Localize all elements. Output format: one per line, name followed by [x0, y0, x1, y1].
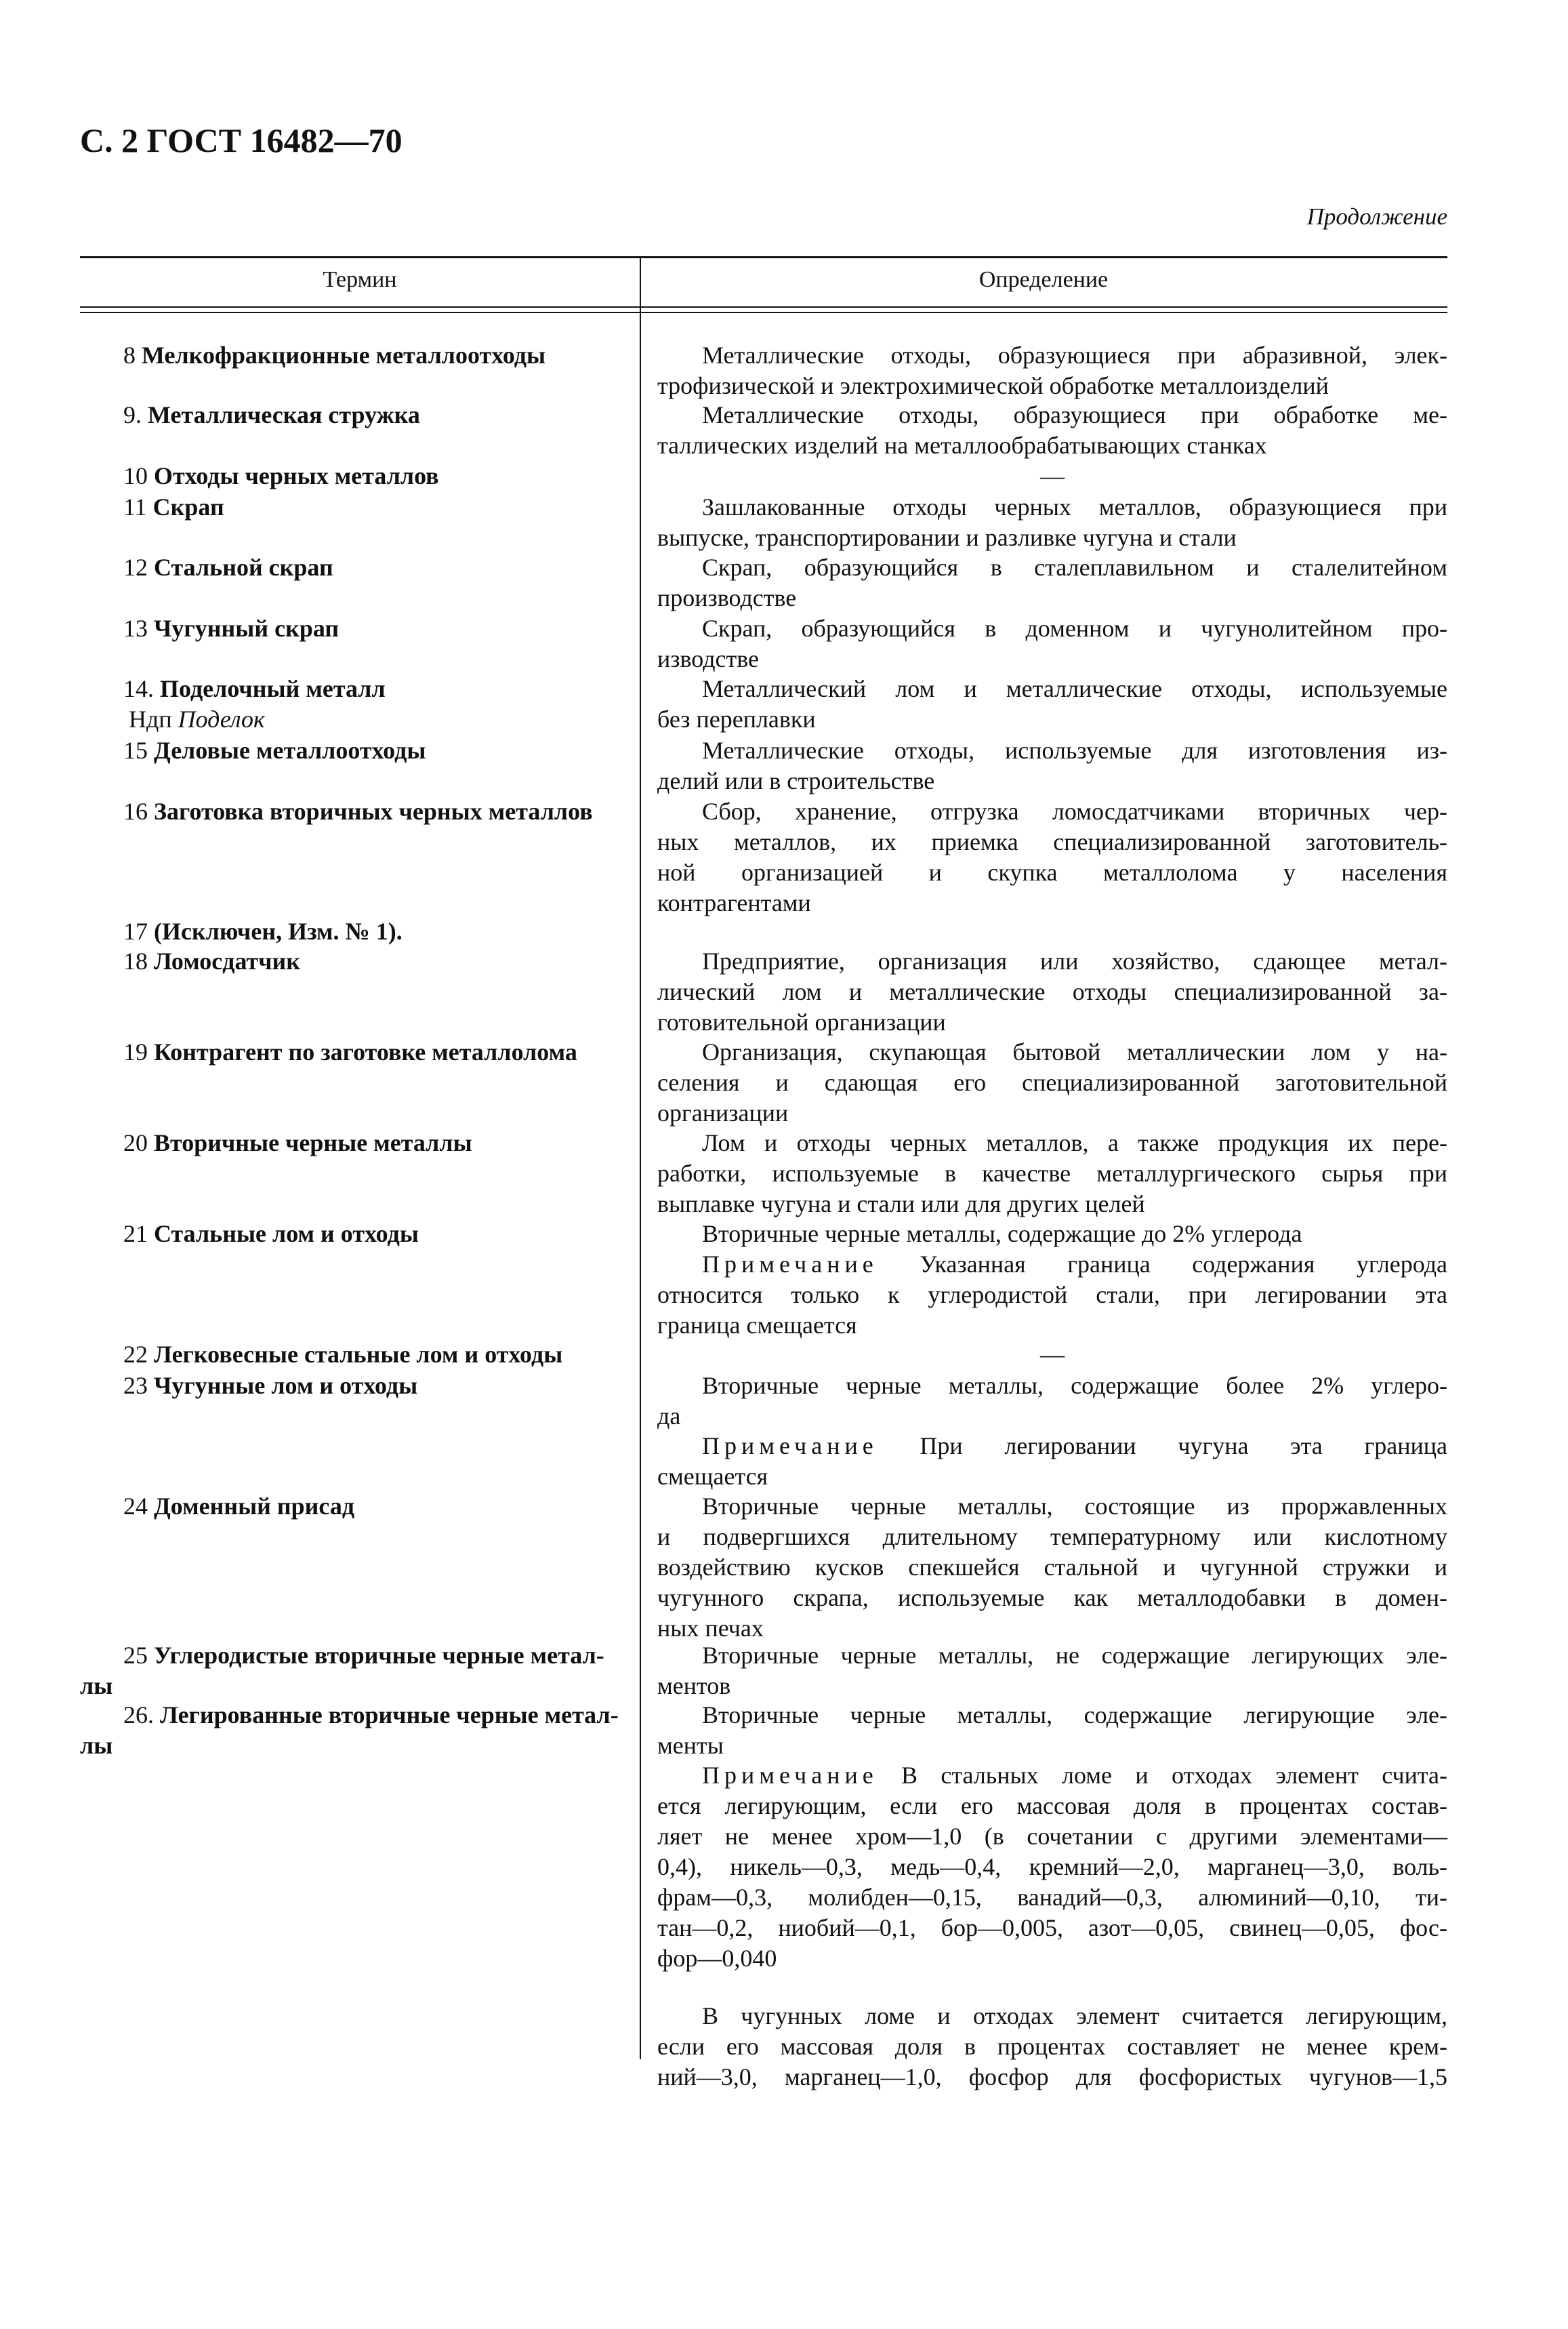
term-name: лы — [80, 1732, 113, 1759]
definition-cell — [657, 1700, 1447, 1761]
term-cell — [80, 946, 640, 977]
term-name: лы — [80, 1672, 113, 1699]
note-first-line — [657, 1249, 1447, 1280]
definition-line: менты — [657, 1732, 724, 1759]
definition-cell — [657, 340, 1447, 401]
definition-line: Вторичные черные металлы, содержащие легирующие эле- — [702, 1701, 1447, 1728]
definition-cell — [657, 1128, 1447, 1219]
note-line: ляет не менее хром—1,0 (в сочетании с другими элементами— — [657, 1823, 1447, 1850]
definition-line: делий или в строительстве — [657, 767, 935, 794]
term-name: Стальные лом и отходы — [154, 1220, 419, 1247]
table-head-rule-2 — [80, 312, 1447, 313]
term-line — [80, 1339, 640, 1370]
definition-line: чугунного скрапа, используемые как металлодобавки в домен- — [657, 1584, 1447, 1611]
continuation-label: Продолжение — [1306, 203, 1447, 230]
definition-line: выплавке чугуна и стали или для других целей — [657, 1190, 1145, 1217]
term-line — [80, 946, 640, 977]
term-cell — [80, 674, 640, 735]
term-line — [80, 1371, 640, 1401]
term-name: (Исключен, Изм. № 1). — [154, 918, 403, 945]
term-number: 18 — [123, 948, 148, 975]
note-block — [657, 1760, 1447, 1974]
definition-line: без переплавки — [657, 706, 816, 733]
definition-cell — [657, 796, 1447, 918]
term-number: 15 — [123, 737, 148, 764]
definition-line: ных металлов, их приемка специализированной заготовитель- — [657, 828, 1447, 855]
term-cell — [80, 1371, 640, 1401]
term-name: Заготовка вторичных черных металлов — [154, 798, 593, 825]
term-cell — [80, 461, 640, 491]
note-line: если его массовая доля в процентах составляет не менее крем- — [657, 2033, 1447, 2060]
definition-line: и подвергшихся длительному температурному или кислотному — [657, 1523, 1447, 1550]
table-head-rule-1 — [80, 306, 1447, 308]
term-line — [80, 796, 640, 827]
term-name: Легковесные стальные лом и отходы — [154, 1341, 563, 1368]
term-name: Чугунный скрап — [154, 615, 339, 642]
definition-line: да — [657, 1402, 681, 1430]
definition-line: — — [1040, 462, 1065, 489]
definition-line: трофизической и электрохимической обработке металлоизделий — [657, 372, 1329, 399]
term-number: Ндп — [129, 706, 172, 733]
definition-line: Лом и отходы черных металлов, а также продукция их пере- — [702, 1129, 1447, 1156]
term-line — [80, 1700, 640, 1730]
definition-line: Вторичные черные металлы, состоящие из проржавленных — [702, 1493, 1447, 1520]
note-text: При легировании чугуна эта граница — [878, 1432, 1447, 1459]
term-line — [80, 400, 640, 430]
note-block — [657, 1431, 1447, 1492]
definition-line: Организация, скупающая бытовой металлическии лом у на- — [702, 1038, 1447, 1066]
term-line — [80, 735, 640, 766]
term-line — [80, 1128, 640, 1158]
definition-line: Металлические отходы, образующиеся при обработке ме- — [702, 401, 1447, 428]
definition-line: контрагентами — [657, 889, 811, 916]
definition-line: готовительной организации — [657, 1009, 946, 1036]
note-line: относится только к углеродистой стали, при легировании эта — [657, 1281, 1447, 1308]
definition-cell — [657, 492, 1447, 553]
term-name: Отходы черных металлов — [154, 462, 439, 489]
term-number: 10 — [123, 462, 148, 489]
term-name: Ломосдатчик — [154, 948, 301, 975]
note-block — [657, 1249, 1447, 1341]
definition-line: ных печах — [657, 1615, 764, 1642]
term-cell — [80, 1339, 640, 1370]
term-cell — [80, 735, 640, 766]
definition-line: Скрап, образующийся в сталеплавильном и сталелитейном — [702, 554, 1447, 581]
note-text: В стальных ломе и отходах элемент счита- — [878, 1762, 1447, 1789]
definition-cell — [657, 735, 1447, 796]
term-number: 11 — [123, 493, 147, 521]
definition-line: Сбор, хранение, отгрузка ломосдатчиками вторичных чер- — [702, 798, 1447, 825]
term-cell — [80, 340, 640, 371]
term-cell — [80, 400, 640, 430]
term-line — [80, 613, 640, 644]
definition-cell — [657, 674, 1447, 735]
definition-cell — [657, 1491, 1447, 1644]
term-number: 21 — [123, 1220, 148, 1247]
term-line — [80, 340, 640, 371]
term-cell — [80, 552, 640, 583]
definition-line: селения и сдающая его специализированной заготовительной — [657, 1069, 1447, 1096]
definition-cell — [657, 613, 1447, 674]
term-name: Углеродистые вторичные черные метал- — [154, 1642, 604, 1669]
term-number: 26. — [123, 1701, 154, 1728]
term-number: 13 — [123, 615, 148, 642]
term-cell — [80, 1491, 640, 1522]
term-cell — [80, 916, 640, 947]
note-label: Примечание — [702, 1251, 878, 1278]
term-number: 22 — [123, 1341, 148, 1368]
definition-cell — [657, 400, 1447, 461]
note-first-line — [657, 1431, 1447, 1461]
term-number: 14. — [123, 675, 154, 702]
note-line: фор—0,040 — [657, 1945, 777, 1972]
term-number: 8 — [123, 342, 136, 369]
term-name: Легированные вторичные черные метал- — [160, 1701, 619, 1728]
note-first-line — [657, 1760, 1447, 1791]
definition-cell — [657, 552, 1447, 613]
column-header-definition: Определение — [978, 267, 1109, 292]
term-number: 9. — [123, 401, 142, 428]
term-line — [80, 492, 640, 523]
term-number: 23 — [123, 1372, 148, 1399]
note-line: фрам—0,3, молибден—0,15, ванадий—0,3, алюминий—0,10, ти- — [657, 1884, 1447, 1911]
definition-cell — [657, 1339, 1447, 1370]
definition-line: ной организацией и скупка металлолома у населения — [657, 859, 1447, 886]
term-line — [80, 704, 640, 735]
term-name: Поделок — [178, 706, 265, 733]
term-line — [80, 1640, 640, 1671]
note-line: ется легирующим, если его массовая доля в процентах состав- — [657, 1792, 1447, 1819]
table-column-divider — [640, 256, 641, 2059]
definition-line: — — [1040, 1341, 1065, 1368]
definition-line: таллических изделий на металлообрабатывающих станках — [657, 432, 1267, 459]
definition-line: работки, используемые в качестве металлургического сырья при — [657, 1160, 1447, 1187]
note-line: В чугунных ломе и отходах элемент считается легирующим, — [702, 2002, 1447, 2029]
term-number: 25 — [123, 1642, 148, 1669]
term-cell — [80, 1700, 640, 1761]
definition-line: Вторичные черные металлы, не содержащие легирующих эле- — [702, 1642, 1447, 1669]
note-line: тан—0,2, ниобий—0,1, бор—0,005, азот—0,05, свинец—0,05, фос- — [657, 1914, 1447, 1941]
table-top-rule — [80, 256, 1447, 258]
note-line: смещается — [657, 1463, 768, 1490]
term-cell — [80, 492, 640, 523]
term-line — [80, 1491, 640, 1522]
note-line: граница смещается — [657, 1312, 857, 1339]
definition-line: изводстве — [657, 645, 759, 672]
page-header: С. 2 ГОСТ 16482—70 — [80, 121, 403, 159]
term-name: Вторичные черные металлы — [154, 1129, 472, 1156]
definition-line: Скрап, образующийся в доменном и чугунолитейном про- — [702, 615, 1447, 642]
term-name: Доменный присад — [154, 1493, 355, 1520]
definition-line: Предприятие, организация или хозяйство, сдающее метал- — [702, 948, 1447, 975]
term-line — [80, 1671, 640, 1701]
note-label: Примечание — [702, 1762, 878, 1789]
term-name: Скрап — [152, 493, 224, 521]
term-name: Чугунные лом и отходы — [154, 1372, 418, 1399]
term-line — [80, 552, 640, 583]
term-cell — [80, 1219, 640, 1249]
term-number: 16 — [123, 798, 148, 825]
term-line — [80, 1730, 640, 1761]
definition-line: производстве — [657, 584, 797, 611]
term-line — [80, 916, 640, 947]
term-cell — [80, 1037, 640, 1068]
definition-cell — [657, 1640, 1447, 1701]
definition-cell — [657, 1371, 1447, 1432]
term-line — [80, 674, 640, 704]
term-cell — [80, 796, 640, 827]
definition-line: ментов — [657, 1672, 731, 1699]
definition-line: Вторичные черные металлы, содержащие до 2% углерода — [702, 1220, 1302, 1247]
term-name: Стальной скрап — [154, 554, 333, 581]
term-number: 24 — [123, 1493, 148, 1520]
note-continuation — [657, 2001, 1447, 2092]
term-line — [80, 1219, 640, 1249]
definition-line: Металлические отходы, используемые для изготовления из- — [702, 737, 1447, 764]
definition-cell — [657, 461, 1447, 491]
definition-line: воздействию кусков спекшейся стальной и чугунной стружки и — [657, 1554, 1447, 1581]
term-name: Поделочный металл — [160, 675, 386, 702]
column-header-term: Термин — [323, 267, 397, 292]
note-line: 0,4), никель—0,3, медь—0,4, кремний—2,0, марганец—3,0, воль- — [657, 1853, 1447, 1880]
definition-line: организации — [657, 1099, 789, 1127]
term-number: 20 — [123, 1129, 148, 1156]
note-line: ний—3,0, марганец—1,0, фосфор для фосфористых чугунов—1,5 — [657, 2063, 1447, 2090]
definition-line: выпуске, транспортировании и разливке чугуна и стали — [657, 524, 1237, 551]
term-line — [80, 461, 640, 491]
term-name: Металлическая стружка — [148, 401, 420, 428]
term-cell — [80, 1640, 640, 1701]
term-cell — [80, 613, 640, 644]
note-label: Примечание — [702, 1432, 878, 1459]
definition-cell — [657, 946, 1447, 1038]
definition-line: Вторичные черные металлы, содержащие более 2% углеро- — [702, 1372, 1447, 1399]
definition-line: Металлические отходы, образующиеся при абразивной, элек- — [702, 342, 1447, 369]
term-name: Деловые металлоотходы — [154, 737, 426, 764]
definition-line: Зашлакованные отходы черных металлов, образующиеся при — [702, 493, 1447, 521]
term-number: 17 — [123, 918, 148, 945]
definition-line: Металлический лом и металлические отходы, используемые — [702, 675, 1447, 702]
term-line — [80, 1037, 640, 1068]
term-number: 12 — [123, 554, 148, 581]
definition-cell — [657, 1219, 1447, 1249]
term-number: 19 — [123, 1038, 148, 1066]
note-text: Указанная граница содержания углерода — [878, 1251, 1447, 1278]
definition-cell — [657, 1037, 1447, 1129]
term-name: Контрагент по заготовке металлолома — [154, 1038, 577, 1066]
definition-line: лический лом и металлические отходы специализированной за- — [657, 978, 1447, 1005]
term-name: Мелкофракционные металлоотходы — [142, 342, 546, 369]
term-cell — [80, 1128, 640, 1158]
